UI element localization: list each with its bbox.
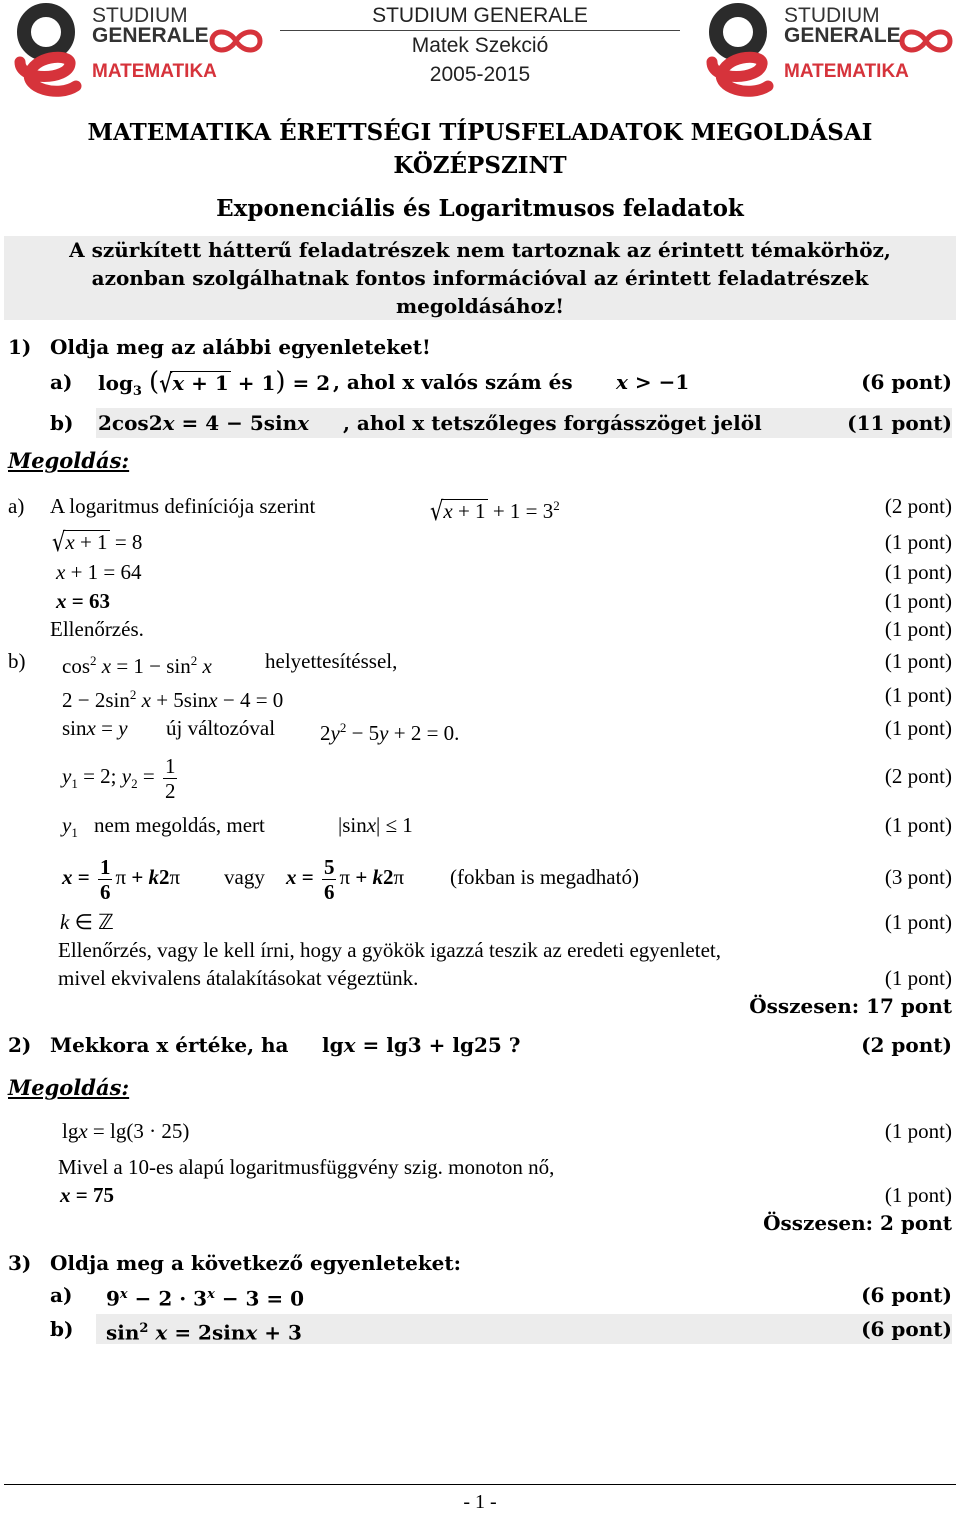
sol1-b-new-var-text: új változóval <box>166 716 276 740</box>
sol1-b-eq3: sinx = y <box>62 716 128 740</box>
sol2-line1 <box>8 1117 952 1145</box>
problem3-b-points: (6 pont) <box>861 1317 952 1341</box>
sol2-total-row <box>8 1209 952 1237</box>
sol1-b-eq4-points: (1 pont) <box>884 716 952 740</box>
problem1-b-label: b) <box>50 411 74 435</box>
problem3-a-equation: $9^x - 2 \cdot 3^x - 3 = 0$ <box>106 1286 305 1311</box>
problem3-b <box>8 1314 952 1344</box>
sol2-eq1-points: (1 pont) <box>884 1119 952 1143</box>
page-title-line2: KÖZÉPSZINT <box>393 152 567 179</box>
sol1-a-line2 <box>8 528 952 556</box>
sol1-b-line3 <box>8 714 952 745</box>
sol1-b-line5 <box>8 811 952 839</box>
sol1-a-label: a) <box>8 494 25 518</box>
problem1-a <box>8 366 952 398</box>
infinity-icon <box>898 26 954 56</box>
logo-left-line2: GENERALE <box>92 24 209 47</box>
sol2-eq1: lgx = lg(3 · 25) <box>62 1119 190 1143</box>
sol2-result: x = 75 <box>60 1183 114 1207</box>
page-number: - 1 - <box>463 1491 497 1513</box>
problem1-a-label: a) <box>50 370 73 394</box>
sol1-b-k-int: k ∈ ℤ <box>60 910 114 934</box>
sol1-b-abs-ineq: |sinx| ≤ 1 <box>338 813 413 837</box>
problem3-label: 3) <box>8 1251 32 1275</box>
sol1-b-eq2: $2 - 2\sin^2$ x + 5sinx − 4 = 0 <box>62 687 284 712</box>
problem1-text: Oldja meg az alábbi egyenleteket! <box>50 335 431 359</box>
sol1-a-result: x = 63 <box>56 589 110 613</box>
problem2-text: Mekkora x értéke, ha <box>50 1033 289 1057</box>
logo-right-line2: GENERALE <box>784 24 901 47</box>
problem1-heading <box>8 333 952 361</box>
page-title <box>0 116 960 182</box>
sol1-a-line5 <box>8 615 952 643</box>
sol1-b-final-check-points: (1 pont) <box>884 966 952 990</box>
header-center <box>280 2 680 98</box>
problem1-a-points: (6 pont) <box>861 370 952 394</box>
sol1-b-k-points: (1 pont) <box>884 910 952 934</box>
sol1-b-label: b) <box>8 649 26 673</box>
sol1-b-eq2-points: (1 pont) <box>884 683 952 707</box>
sol1-b-eq1: $\cos^2 x = 1 - \sin^2 x$ <box>62 653 212 678</box>
logo-right-line1: STUDIUM <box>784 4 880 27</box>
problem3-b-label: b) <box>50 1317 74 1341</box>
logo-right-line3: MATEMATIKA <box>784 61 909 82</box>
problem1-label: 1) <box>8 335 32 359</box>
logo-left <box>8 2 268 102</box>
header-center-line2: Matek Szekció <box>411 34 549 57</box>
sol1-total-row <box>8 992 952 1020</box>
sol1-b-line6 <box>8 848 952 906</box>
sol1-a-text: A logaritmus definíciója szerint <box>50 494 316 518</box>
notice-box <box>4 236 956 320</box>
sol2-total: Összesen: 2 pont <box>763 1211 952 1235</box>
logo-left-icon <box>8 2 88 98</box>
problem1-a-equation: $\log_3 (√x + 1 + 1) = 2$ <box>98 367 331 399</box>
sol1-b-x1: x = $\frac{1}{6}$ π + k2π <box>62 854 181 904</box>
logo-right-icon <box>700 2 780 98</box>
notice-line2: azonban szolgálhatnak fontos információval az érintett feladatrészek <box>91 266 869 290</box>
infinity-icon <box>208 26 264 56</box>
sol1-total: Összesen: 17 pont <box>749 994 952 1018</box>
problem1-a-cond: , ahol x valós szám és <box>333 370 573 394</box>
problem1-b-cond: , ahol x tetszőleges forgásszöget jelöl <box>343 411 762 435</box>
sol1-a-line3 <box>8 558 952 586</box>
problem2-heading <box>8 1031 952 1059</box>
sol1-a-check-points: (1 pont) <box>884 617 952 641</box>
sol2-reason: Mivel a 10-es alapú logaritmusfüggvény szig. monoton nő, <box>58 1155 555 1179</box>
sol1-b-x2: x = $\frac{5}{6}$ π + k2π <box>286 854 405 904</box>
problem2-label: 2) <box>8 1033 32 1057</box>
sol1-b-line2 <box>8 681 952 712</box>
sol1-b-roots: $y_1 = 2$; $y_2$ = $\frac{1}{2}$ <box>62 753 176 803</box>
sol1-b-final-check-2: mivel ekvivalens átalakításokat végeztünk. <box>58 966 419 990</box>
problem3-heading <box>8 1249 952 1277</box>
footer-divider <box>4 1484 956 1485</box>
sol1-b-line9 <box>8 964 952 992</box>
sol1-b-line8 <box>8 936 952 964</box>
sol1-b-not-solution-text: nem megoldás, mert <box>94 813 265 837</box>
sol1-b-or-text: vagy <box>224 865 265 889</box>
sol1-a-line1 <box>8 492 952 526</box>
logo-left-line3: MATEMATIKA <box>92 61 217 82</box>
sol1-a-eq2: √x + 1 = 8 <box>52 527 143 557</box>
sol1-a-eq1: $√x + 1 + 1 = 3^2$ <box>430 496 560 526</box>
sol2-line2 <box>8 1153 952 1181</box>
problem3-a-label: a) <box>50 1283 73 1307</box>
problem2-equation: lgx = lg3 + lg25 ? <box>322 1033 521 1057</box>
sol1-b-sub-text: helyettesítéssel, <box>265 649 398 673</box>
sol2-result-points: (1 pont) <box>884 1183 952 1207</box>
page-subtitle: Exponenciális és Logaritmusos feladatok <box>216 195 744 222</box>
sol1-a-check: Ellenőrzés. <box>50 617 144 641</box>
sol1-b-x-points: (3 pont) <box>884 865 952 889</box>
notice-line3: megoldásához! <box>396 294 564 318</box>
sol1-b-line7 <box>8 908 952 936</box>
sol1-b-roots-points: (2 pont) <box>884 764 952 788</box>
problem3-a-points: (6 pont) <box>861 1283 952 1307</box>
problem1-b-points: (11 pont) <box>847 411 952 435</box>
sol1-a-eq3-points: (1 pont) <box>884 560 952 584</box>
problem1-b <box>8 408 952 438</box>
header-center-line1: STUDIUM GENERALE <box>280 2 680 31</box>
problem1-b-equation: 2cos2x = 4 − 5sinx <box>98 411 310 435</box>
solution2-label: Megoldás: <box>8 1075 130 1100</box>
problem3-a <box>8 1281 952 1309</box>
sol1-b-eq4: $2y^2 - 5y + 2 = 0$. <box>320 720 460 745</box>
logo-right <box>700 2 960 102</box>
sol1-b-degree-text: (fokban is megadható) <box>450 865 639 889</box>
sol1-a-eq1-points: (2 pont) <box>884 494 952 518</box>
sol1-b-line4 <box>8 748 952 804</box>
sol1-a-result-points: (1 pont) <box>884 589 952 613</box>
sol1-b-line1 <box>8 647 952 678</box>
header-center-line3: 2005-2015 <box>429 63 531 86</box>
sol2-line3 <box>8 1181 952 1209</box>
sol1-b-y1: $y_1$ <box>62 813 78 841</box>
solution1-label: Megoldás: <box>8 448 130 473</box>
sol1-b-abs-ineq-points: (1 pont) <box>884 813 952 837</box>
sol1-a-line4 <box>8 587 952 615</box>
sol1-b-eq1-points: (1 pont) <box>884 649 952 673</box>
sol1-a-eq2-points: (1 pont) <box>884 530 952 554</box>
sol1-b-final-check-1: Ellenőrzés, vagy le kell írni, hogy a gyökök igazzá teszik az eredeti egyenletet, <box>58 938 721 962</box>
problem3-text: Oldja meg a következő egyenleteket: <box>50 1251 462 1275</box>
problem1-a-ineq: x > −1 <box>616 370 690 394</box>
problem2-points: (2 pont) <box>861 1033 952 1057</box>
sol1-a-eq3: x + 1 = 64 <box>56 560 142 584</box>
logo-left-line1: STUDIUM <box>92 4 188 27</box>
notice-line1: A szürkített hátterű feladatrészek nem tartoznak az érintett témakörhöz, <box>69 238 891 262</box>
page-title-line1: MATEMATIKA ÉRETTSÉGI TÍPUSFELADATOK MEGOLDÁSAI <box>87 119 873 146</box>
problem3-b-equation: $\sin^2 x = 2\sin x + 3$ <box>106 1320 302 1345</box>
